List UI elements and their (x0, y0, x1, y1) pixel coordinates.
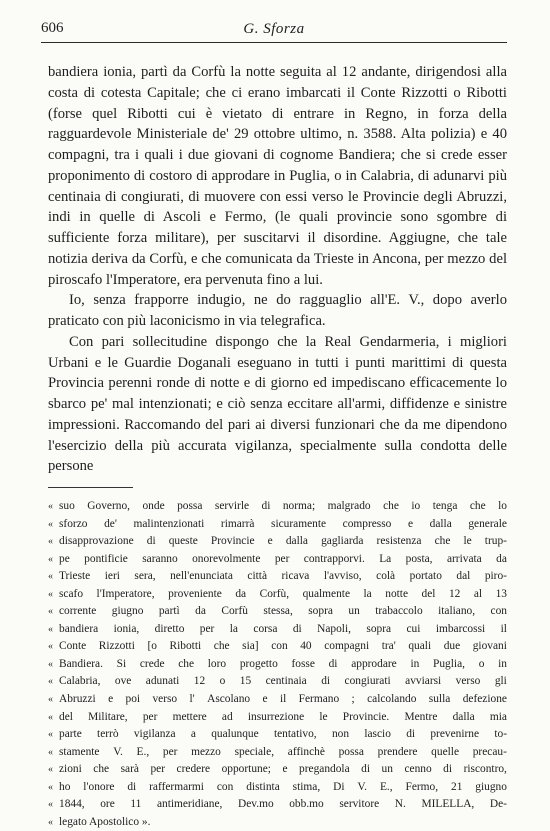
running-head: G. Sforza (243, 21, 305, 37)
footnote-word: gli (494, 675, 507, 688)
footnote-word: cenno (404, 763, 432, 776)
footnote-word: nell'enunciata (170, 570, 233, 583)
footnote-line (48, 551, 507, 569)
footnote-word: Puglia, (433, 657, 465, 670)
footnote-word: verso (152, 693, 178, 706)
footnote-word: « zioni (59, 763, 82, 776)
footnote-word: N. (394, 798, 406, 811)
footnote-word: con (271, 640, 288, 653)
footnote-word: con (490, 605, 507, 618)
footnote-word: giugno (111, 605, 144, 618)
footnote-word: progetto (239, 657, 278, 670)
footnote-word: fosse (291, 657, 315, 670)
footnote-word: ; (351, 693, 355, 706)
footnote-word: città (247, 570, 267, 583)
footnote-word: Provincie. (342, 710, 390, 723)
footnote-word: sarà (120, 763, 139, 776)
footnote-word: « parte (59, 728, 82, 741)
footnote-word: credere (176, 763, 211, 776)
footnote-word: « Abruzzi (59, 693, 96, 706)
footnote-word: e (262, 693, 268, 706)
footnote-line (48, 533, 507, 551)
footnote-word: saranno (142, 552, 178, 565)
footnote-line (48, 516, 507, 534)
footnote-word: ove (114, 675, 132, 688)
footnote-word: De- (489, 798, 507, 811)
footnote-word: lascio (364, 728, 391, 741)
footnote-word: V. (357, 780, 368, 793)
footnote-word: la (229, 622, 238, 635)
footnote-word: dalla (285, 535, 308, 548)
footnote-word: da (195, 605, 206, 618)
footnote-word: partì (158, 605, 180, 618)
footnote-word: rimarrà (220, 517, 255, 530)
footnote-word: « sforzo (59, 517, 88, 530)
footnote-word: posta, (405, 552, 433, 565)
paragraph: Io, senza frapporre indugio, ne do ragguaglio all'E. V., dopo averlo praticato con più laconicismo in via telegrafica. (48, 292, 507, 329)
footnote-word: « Conte (59, 640, 87, 653)
paragraph: Con pari sollecitudine dispongo che la Real Gendarmeria, i migliori Urbani e le Guardie Doganali eseguano in tutti i punti marittimi di questa Provincia perenni ronde di notte e di giorno ed impediscano efficacemente lo sbarco pe' mal intenzionati; e ciò senza eccitare all'armi, diffidenze e sinistre impressioni. Raccomando del pari ai diversi funzionari che da me dipendono l'esercizio della più accurata vigilanza, specialmente sulla condotta delle persone (48, 333, 507, 475)
footnote-word: diretto (154, 622, 185, 635)
footnote-word: che (469, 500, 486, 512)
footnote-word: Provincie (210, 535, 255, 548)
footnote-word: obb.mo (289, 798, 324, 811)
footnote-word: adunati (145, 675, 180, 688)
footnote-word: di (328, 657, 338, 670)
footnote-word: che (434, 535, 451, 548)
footnote-line (48, 656, 507, 674)
footnote-word: al (473, 587, 483, 600)
footnote-word: prevenirne (430, 728, 480, 741)
footnote-word: a (190, 728, 196, 741)
footnote-line (48, 796, 507, 814)
footnote-word: queste (168, 535, 198, 548)
footnote-word: di (361, 763, 371, 776)
footnote-word: onorevolmente (192, 552, 261, 565)
footnote-line (48, 603, 507, 621)
footnote-word: 12 (448, 587, 461, 600)
footnote-word: calcolando (367, 693, 417, 706)
footnote-word: compagni (324, 640, 370, 653)
footnote-word: e (407, 517, 414, 530)
footnote-word: opportune; (221, 763, 271, 776)
footnote-word: per (199, 622, 215, 635)
footnote-word: « pe (59, 552, 70, 565)
footnote-word: Fermo, (405, 780, 439, 793)
footnote-word: italiano, (438, 605, 476, 618)
footnote-word: imbarcossi (435, 622, 486, 635)
footnote-word: servitore (339, 798, 380, 811)
footnote-word: qualunque (211, 728, 259, 741)
footnote-word: con (216, 780, 234, 793)
footnote-word: l'Imperatore, (96, 587, 155, 600)
footnote-word: Rizzotti (98, 640, 135, 653)
footnote-word: « Bandiera. (59, 657, 103, 670)
footnote-word: La (379, 552, 392, 565)
footnote-word: due (443, 640, 461, 653)
footnote-word: sopra (366, 622, 392, 635)
footnote-word: e (282, 763, 288, 776)
footnote-word: « suo (59, 500, 75, 512)
footnote-word: affinchè (287, 745, 325, 758)
footnote-line (48, 814, 507, 831)
footnote-word: l'onore (83, 780, 115, 793)
footnote-word: le (319, 710, 328, 723)
footnote-word: o (219, 675, 226, 688)
footnote-word: di (261, 500, 271, 512)
footnote-word: 15 (239, 675, 252, 688)
page-header (41, 20, 507, 43)
footnote-word: di (292, 622, 302, 635)
footnote-word: « stamente (59, 745, 100, 758)
footnote-word: del (421, 587, 436, 600)
footnote-line (48, 638, 507, 656)
footnote-word: malintenzionati (133, 517, 205, 530)
footnote-word: non (331, 728, 350, 741)
footnote-word: servirle (214, 500, 250, 512)
footnote-word: mia (489, 710, 507, 723)
footnote-word: congiurati (344, 675, 391, 688)
footnote-word: che (178, 657, 195, 670)
footnote-word: sia] (242, 640, 259, 653)
footnote-word: in (410, 657, 420, 670)
footnote-word: Si (116, 657, 127, 670)
footnote-word: generale (468, 517, 507, 530)
footnote-word: tenga (432, 500, 458, 512)
footnote-word: sera, (134, 570, 156, 583)
footnote-word: [o (147, 640, 157, 653)
footnote-word: Ribotti (169, 640, 202, 653)
footnote-word: sicuramente (271, 517, 327, 530)
footnote-word: avviarsi (405, 675, 442, 688)
footnote-word: giugno (475, 780, 507, 793)
footnote-word: corsa (253, 622, 278, 635)
footnote-word: approdare (351, 657, 397, 670)
footnote-word: poi (125, 693, 141, 706)
footnote-word: resistenza (376, 535, 422, 548)
footnote-word: compresso (342, 517, 392, 530)
footnote-word: Fermano (298, 693, 340, 706)
footnote-word: E., (136, 745, 150, 758)
footnote-word: l'avviso, (323, 570, 362, 583)
footnote-word: portato (409, 570, 442, 583)
footnote-word: l' (189, 693, 195, 706)
footnote-word: verso (455, 675, 481, 688)
footnote-word: per (274, 552, 290, 565)
footnote-word: e (108, 693, 114, 706)
footnote-word: colà (376, 570, 396, 583)
footnote-word: « ho (59, 780, 71, 793)
footnote-word: di (146, 535, 156, 548)
footnote-word: 13 (495, 587, 507, 600)
footnote-word: trup- (484, 535, 507, 548)
footnote-word: insurrezione (247, 710, 305, 723)
footnote-line (48, 709, 507, 727)
footnote-word: « Trieste (59, 570, 91, 583)
page-number: 606 (41, 20, 64, 36)
footnote-word: e (267, 535, 273, 548)
footnote-word: di (443, 763, 453, 776)
footnote-word: terrò (97, 728, 119, 741)
footnote-word: prendere (377, 745, 418, 758)
footnote-word: notte (385, 587, 409, 600)
footnote-word: Ascolano (207, 693, 251, 706)
footnote-word: o (478, 657, 485, 670)
footnote-word: « scafo (59, 587, 84, 600)
footnote-word: « Calabria, (59, 675, 101, 688)
footnote-word: Dev.mo (238, 798, 274, 811)
footnote-word: ad (221, 710, 233, 723)
footnote-word: « disapprovazione (59, 535, 134, 548)
footnote-word: in (498, 657, 507, 670)
footnote-word: da (235, 587, 247, 600)
footnote-line (48, 744, 507, 762)
footnote-line (48, 586, 507, 604)
footnote-word: di (406, 728, 416, 741)
footnote-word: pontificie (84, 552, 128, 565)
footnote-word: piro- (484, 570, 507, 583)
footnote-word: arrivata (446, 552, 482, 565)
footnote-word: Corfù, (259, 587, 290, 600)
footnote-word: stima, (292, 780, 321, 793)
footnote-word: malgrado (327, 500, 371, 512)
footnote-word: raffermarmi (149, 780, 204, 793)
footnote-word: de' (104, 517, 117, 530)
footnote-word: io (411, 500, 421, 512)
footnote-word: sopra (308, 605, 333, 618)
footnote-word: che (213, 640, 230, 653)
footnote-word: loro (207, 657, 227, 670)
footnote-line (48, 621, 507, 639)
footnote-word: quelle (431, 745, 460, 758)
footnote-word: che (383, 500, 399, 512)
footnote-word: da (496, 552, 507, 565)
footnote-word: onde (142, 500, 165, 512)
footnote-word: proveniente (168, 587, 222, 600)
footnote-word: un (381, 763, 393, 776)
footnote-word: stessa, (263, 605, 293, 618)
footnote-word: il (500, 622, 507, 635)
footnote-word: « 1844, (59, 798, 85, 811)
footnote-word: gagliarda (321, 535, 364, 548)
footnote-word: 12 (193, 675, 206, 688)
body-text (48, 62, 507, 477)
footnote-word: per (142, 710, 158, 723)
footnote-word: un (348, 605, 360, 618)
footnote-word: tra' (381, 640, 396, 653)
footnote-word: ionia, (113, 622, 140, 635)
paragraph: bandiera ionia, partì da Corfù la notte seguita al 12 andante, dirigendosi alla costa di cotesta Capitale; che ci erano imbarcati il Conte Rizzotti o Ribotti (forse quel Ribotti cui è vietato di entrare in Regno, in forza della ragguardevole Ministeriale de' 29 ottobre ultimo, n. 3588. Alta polizia) e 40 compagni, tra i quali i due giovani di cognome Bandiera; che si crede esser proponimento di costoro di approdare in Puglia, o in Calabria, di adunarvi più centinaia di congiurati, di muovere con essi verso le Provincie degli Abruzzi, indi in quelle di Ascoli e Fermo, (le quali provincie sono sgombre di sufficiente forza militare), per suscitarvi il disordine. Aggiugne, che tale notizia deriva da Corfù, e che comunicata da Trieste in Ancona, per mezzo del piroscafo l'Imperatore, era pervenuta fino a lui. (48, 64, 507, 288)
footnote-word: che (93, 763, 110, 776)
footnote-word: « bandiera (59, 622, 99, 635)
footnote-line (48, 726, 507, 744)
footnote-word: ore (100, 798, 115, 811)
footnote-word: dalla (452, 710, 475, 723)
footnote-word: Mentre (404, 710, 438, 723)
footnote-word: V. (113, 745, 123, 758)
footnote-word: sulla (428, 693, 451, 706)
footnote-word: defezione (462, 693, 507, 706)
footnote-word: tentativo, (273, 728, 317, 741)
footnote-word: contrapporvi. (303, 552, 365, 565)
footnote-word: mezzo (191, 745, 221, 758)
footnote-word: Di (333, 780, 345, 793)
footnote-word: le (463, 535, 472, 548)
footnote-line (48, 498, 507, 516)
footnote-word: ricava (281, 570, 310, 583)
footnote-word: norma; (282, 500, 316, 512)
footnote-word: « corrente (59, 605, 97, 618)
footnote-word: E., (379, 780, 393, 793)
footnote-word: qualmente (302, 587, 351, 600)
footnote-word: il (279, 693, 287, 706)
footnote-line (48, 761, 507, 779)
footnote-word: Militare, (88, 710, 128, 723)
footnote-word: to- (494, 728, 507, 741)
footnote-word: cui (406, 622, 421, 635)
footnote-line (48, 779, 507, 797)
footnote-word: possa (338, 745, 364, 758)
footnote-word: « del (59, 710, 73, 723)
footnote-word: distinta (246, 780, 280, 793)
footnote-word: Napoli, (317, 622, 351, 635)
footnote-word: crede (139, 657, 165, 670)
footnote-line (48, 568, 507, 586)
footnote-word: quali (408, 640, 432, 653)
footnote-rule (48, 487, 133, 488)
footnote-word: « legato Apostolico ». (59, 815, 151, 828)
footnote-word: ieri (104, 570, 120, 583)
footnote-word: possa (177, 500, 203, 512)
footnote-word: giovani (472, 640, 507, 653)
footnote-word: pregandola (299, 763, 350, 776)
footnote-word: mettere (172, 710, 207, 723)
footnote-word: Corfù (221, 605, 248, 618)
footnote-word: antimeridiane, (156, 798, 223, 811)
footnote-word: vigilanza (133, 728, 176, 741)
footnote-word: lo (498, 500, 507, 512)
footnote-word: per (162, 745, 178, 758)
footnote-word: precau- (472, 745, 507, 758)
footnote-word: dal (456, 570, 471, 583)
footnote-word: riscontro, (463, 763, 507, 776)
footnote-word: 11 (130, 798, 142, 811)
footnote-word: dalla (429, 517, 452, 530)
footnote-word: 21 (451, 780, 463, 793)
footnote-word: MILELLA, (421, 798, 475, 811)
footnote-word: 40 (300, 640, 312, 653)
footnote-word: speciale, (234, 745, 275, 758)
footnote-word: di (321, 675, 331, 688)
footnote-word: Governo, (87, 500, 131, 512)
footnote-word: la (363, 587, 372, 600)
footnote-line (48, 691, 507, 709)
footnote-word: trabaccolo (375, 605, 423, 618)
footnote-word: per (150, 763, 166, 776)
footnote-word: di (127, 780, 137, 793)
footnote-line (48, 673, 507, 691)
footnote-word: centinaia (265, 675, 307, 688)
footnote (48, 498, 507, 831)
